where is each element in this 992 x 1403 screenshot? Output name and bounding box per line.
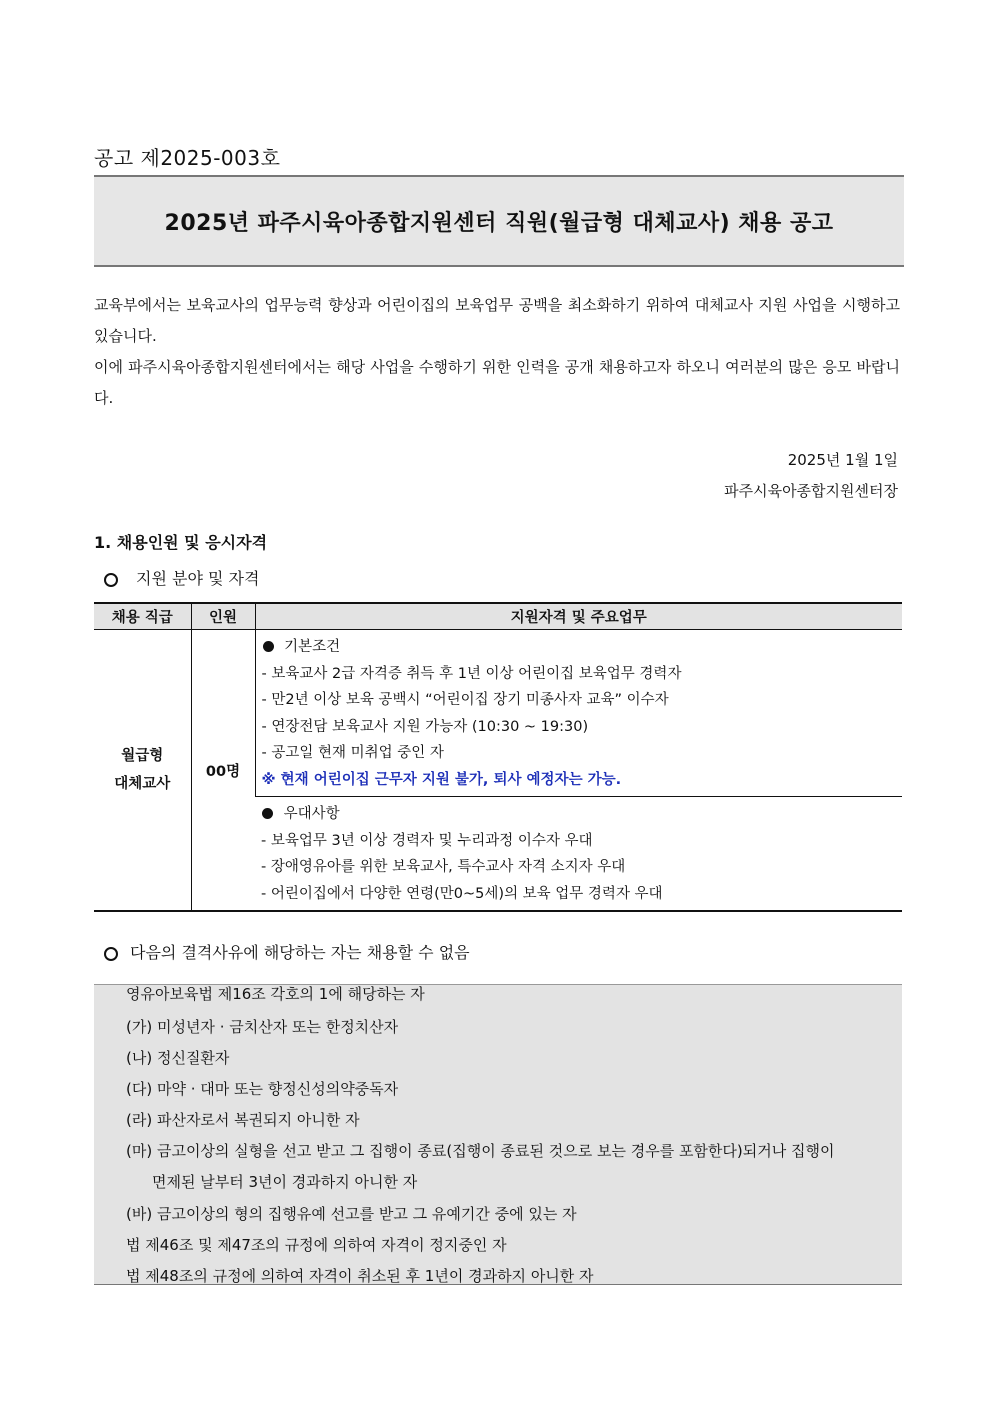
- intro-paragraph: 교육부에서는 보육교사의 업무능력 향상과 어린이집의 보육업무 공백을 최소화하기 위하여 대체교사 지원 사업을 시행하고 있습니다.: [94, 296, 900, 345]
- basic-title: [262, 634, 897, 661]
- list-item: - 공고일 현재 미취업 중인 자: [261, 745, 444, 761]
- list-item: - 장애영유아를 위한 보육교사, 특수교사 자격 소지자 우대: [261, 859, 626, 875]
- position-cell: [94, 630, 191, 912]
- pref-title: [261, 801, 896, 828]
- basic-conditions-cell: [255, 630, 902, 797]
- disqualification-heading-text: 다음의 결격사유에 해당하는 자는 채용할 수 없음: [130, 943, 470, 962]
- disqualification-line: 법 제46조 및 제47조의 규정에 의하여 자격이 정지중인 자: [126, 1236, 507, 1254]
- disqualification-line: (가) 미성년자 · 금치산자 또는 한정치산자: [126, 1018, 399, 1036]
- position-line: 월급형: [121, 748, 164, 764]
- list-item: - 보육업무 3년 이상 경력자 및 누리과정 이수자 우대: [261, 832, 593, 849]
- header-position: 채용 직급: [94, 603, 191, 630]
- header-count: 인원: [191, 603, 255, 630]
- disqualification-line: (마) 금고이상의 실형을 선고 받고 그 집행이 종료(집행이 종료된 것으로 보는 경우를 포함한다)되거나 집행이: [126, 1142, 835, 1160]
- circle-bullet-icon: [104, 947, 118, 961]
- title-box: [94, 175, 904, 267]
- intro-text: [94, 290, 900, 414]
- disqualification-line: (라) 파산자로서 복권되지 아니한 자: [126, 1111, 360, 1129]
- preferences-cell: [255, 797, 902, 912]
- bullet-dot-icon: [263, 641, 274, 652]
- notice-number: 공고 제2025-003호: [94, 146, 281, 170]
- intro-paragraph: 이에 파주시육아종합지원센터에서는 해당 사업을 수행하기 위한 인력을 공개 채용하고자 하오니 여러분의 많은 응모 바랍니다.: [94, 358, 900, 407]
- page-title: 2025년 파주시육아종합지원센터 직원(월급형 대체교사) 채용 공고: [164, 210, 834, 236]
- issuer: 파주시육아종합지원센터장: [724, 482, 898, 500]
- section-subheading: [104, 566, 259, 589]
- disqualification-line: (바) 금고이상의 형의 집행유예 선고를 받고 그 유예기간 중에 있는 자: [126, 1205, 577, 1223]
- warning-note: ※ 현재 어린이집 근무자 지원 불가, 퇴사 예정자는 가능.: [261, 771, 622, 788]
- table-header-row: [94, 603, 902, 630]
- header-qualifications: 지원자격 및 주요업무: [255, 603, 902, 630]
- table-row: [94, 630, 902, 797]
- bullet-dot-icon: [262, 808, 273, 819]
- pref-title-text: 우대사항: [283, 806, 340, 822]
- section-heading: 1. 채용인원 및 응시자격: [94, 533, 268, 552]
- notice-date: 2025년 1월 1일: [787, 451, 898, 469]
- position-line: 대체교사: [114, 776, 171, 792]
- disqualification-line: (나) 정신질환자: [126, 1049, 230, 1067]
- disqualification-box: [94, 984, 902, 1285]
- recruitment-table: [94, 602, 902, 912]
- list-item: - 어린이집에서 다양한 연령(만0~5세)의 보육 업무 경력자 우대: [261, 885, 663, 902]
- disqualification-line: (다) 마약 · 대마 또는 향정신성의약중독자: [126, 1080, 399, 1098]
- circle-bullet-icon: [104, 573, 118, 587]
- list-item: - 만2년 이상 보육 공백시 “어린이집 장기 미종사자 교육” 이수자: [261, 692, 669, 708]
- disqualification-line: 면제된 날부터 3년이 경과하지 아니한 자: [152, 1173, 418, 1191]
- basic-title-text: 기본조건: [284, 639, 341, 655]
- disqualification-line: 법 제48조의 규정에 의하여 자격이 취소된 후 1년이 경과하지 아니한 자: [126, 1267, 594, 1285]
- list-item: - 연장전담 보육교사 지원 가능자 (10:30 ~ 19:30): [261, 718, 589, 735]
- subheading-text: 지원 분야 및 자격: [136, 569, 260, 588]
- count-cell: 00명: [191, 630, 255, 912]
- disqualification-line: 영유아보육법 제16조 각호의 1에 해당하는 자: [126, 985, 425, 1003]
- disqualification-heading: [104, 940, 470, 963]
- list-item: - 보육교사 2급 자격증 취득 후 1년 이상 어린이집 보육업무 경력자: [261, 665, 682, 682]
